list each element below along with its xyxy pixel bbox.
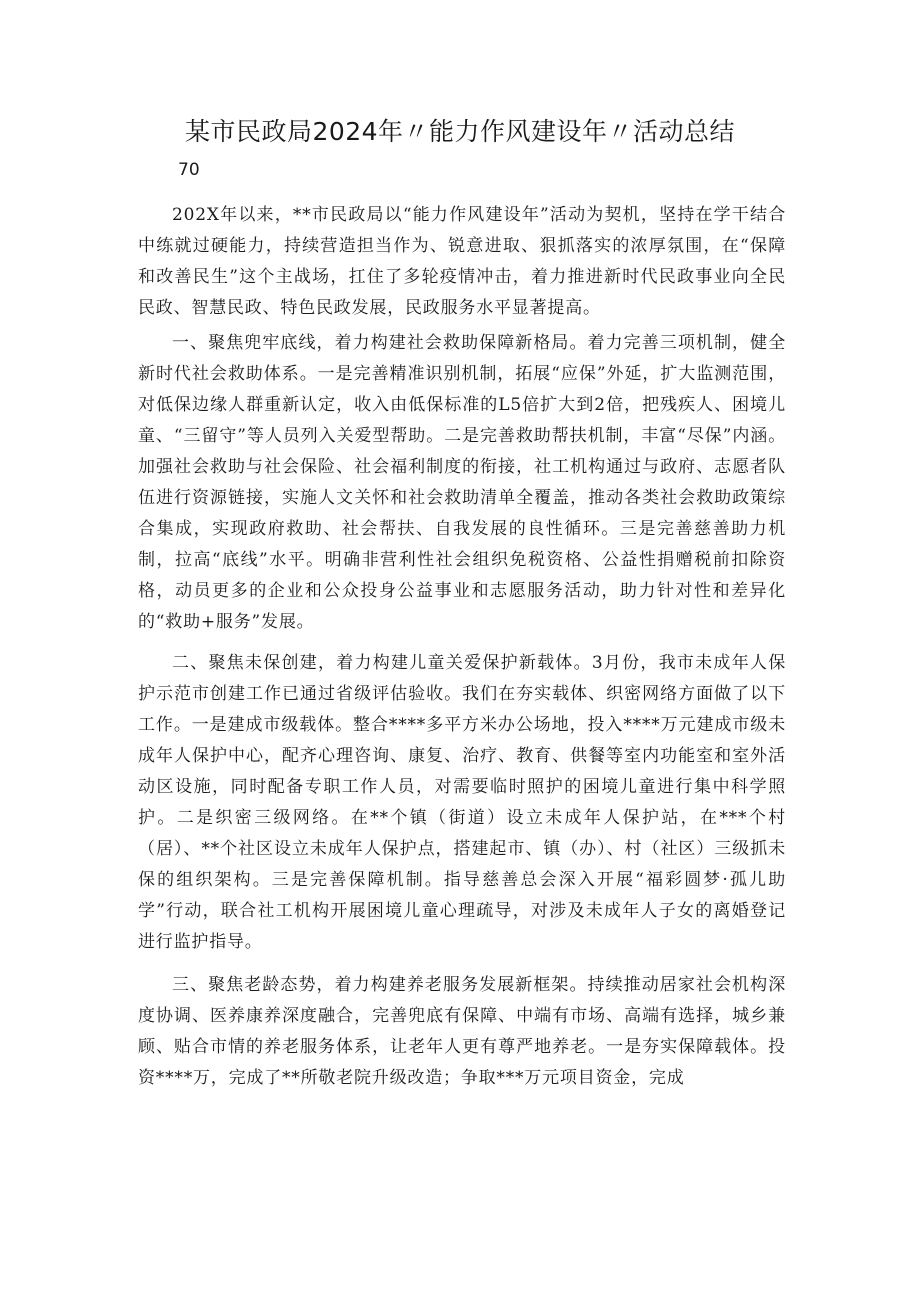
paragraph-section-2: 二、聚焦未保创建，着力构建儿童关爱保护新载体。3月份，我市未成年人保护示范市创建工作已通过省级评估验收。我们在夯实载体、织密网络方面做了以下工作。一是建成市级载体。整合****多平方米办公场地，投入****万元建成市级未成年人保护中心，配齐心理咨询、康复、治疗、教育、供餐等室内功能室和室外活动区设施，同时配备专职工作人员，对需要临时照护的困境儿童进行集中科学照护。二是织密三级网络。在**个镇（街道）设立未成年人保护站，在***个村（居）、**个社区设立未成年人保护点，搭建起市、镇（办）、村（社区）三级抓未保的组织架构。三是完善保障机制。指导慈善总会深入开展“福彩圆梦·孤儿助学”行动，联合社工机构开展困境儿童心理疏导，对涉及未成年人子女的离婚登记进行监护指导。 xyxy=(138,653,786,952)
paragraph-intro: 202X年以来，**市民政局以“能力作风建设年”活动为契机，坚持在学干结合中练就过硬能力，持续营造担当作为、锐意进取、狠抓落实的浓厚氛围，在“保障和改善民生”这个主战场，扛住了多轮疫情冲击，着力推进新时代民政事业向全民民政、智慧民政、特色民政发展，民政服务水平显著提高。 xyxy=(138,205,786,318)
paragraph-section-3: 三、聚焦老龄态势，着力构建养老服务发展新框架。持续推动居家社会机构深度协调、医养康养深度融合，完善兜底有保障、中端有市场、高端有选择，城乡兼顾、贴合市情的养老服务体系，让老年人更有尊严地养老。一是夯实保障载体。投资****万，完成了**所敬老院升级改造；争取***万元项目资金，完成 xyxy=(138,975,786,1088)
document-body xyxy=(138,200,786,1094)
document-title: 某市民政局2024年〃能力作风建设年〃活动总结 xyxy=(184,117,736,146)
document-number: 70 xyxy=(178,160,200,180)
paragraph-section-1: 一、聚焦兜牢底线，着力构建社会救助保障新格局。着力完善三项机制，健全新时代社会救助体系。一是完善精准识别机制，拓展“应保”外延，扩大监测范围，对低保边缘人群重新认定，收入由低保标准的L5倍扩大到2倍，把残疾人、困境儿童、“三留守”等人员列入关爱型帮助。二是完善救助帮扶机制，丰富“尽保”内涵。加强社会救助与社会保险、社会福利制度的衔接，社工机构通过与政府、志愿者队伍进行资源链接，实施人文关怀和社会救助清单全覆盖，推动各类社会救助政策综合集成，实现政府救助、社会帮扶、自我发展的良性循环。三是完善慈善助力机制，拉高“底线”水平。明确非营利性社会组织免税资格、公益性捐赠税前扣除资格，动员更多的企业和公众投身公益事业和志愿服务活动，助力针对性和差异化的“救助+服务”发展。 xyxy=(138,333,786,632)
